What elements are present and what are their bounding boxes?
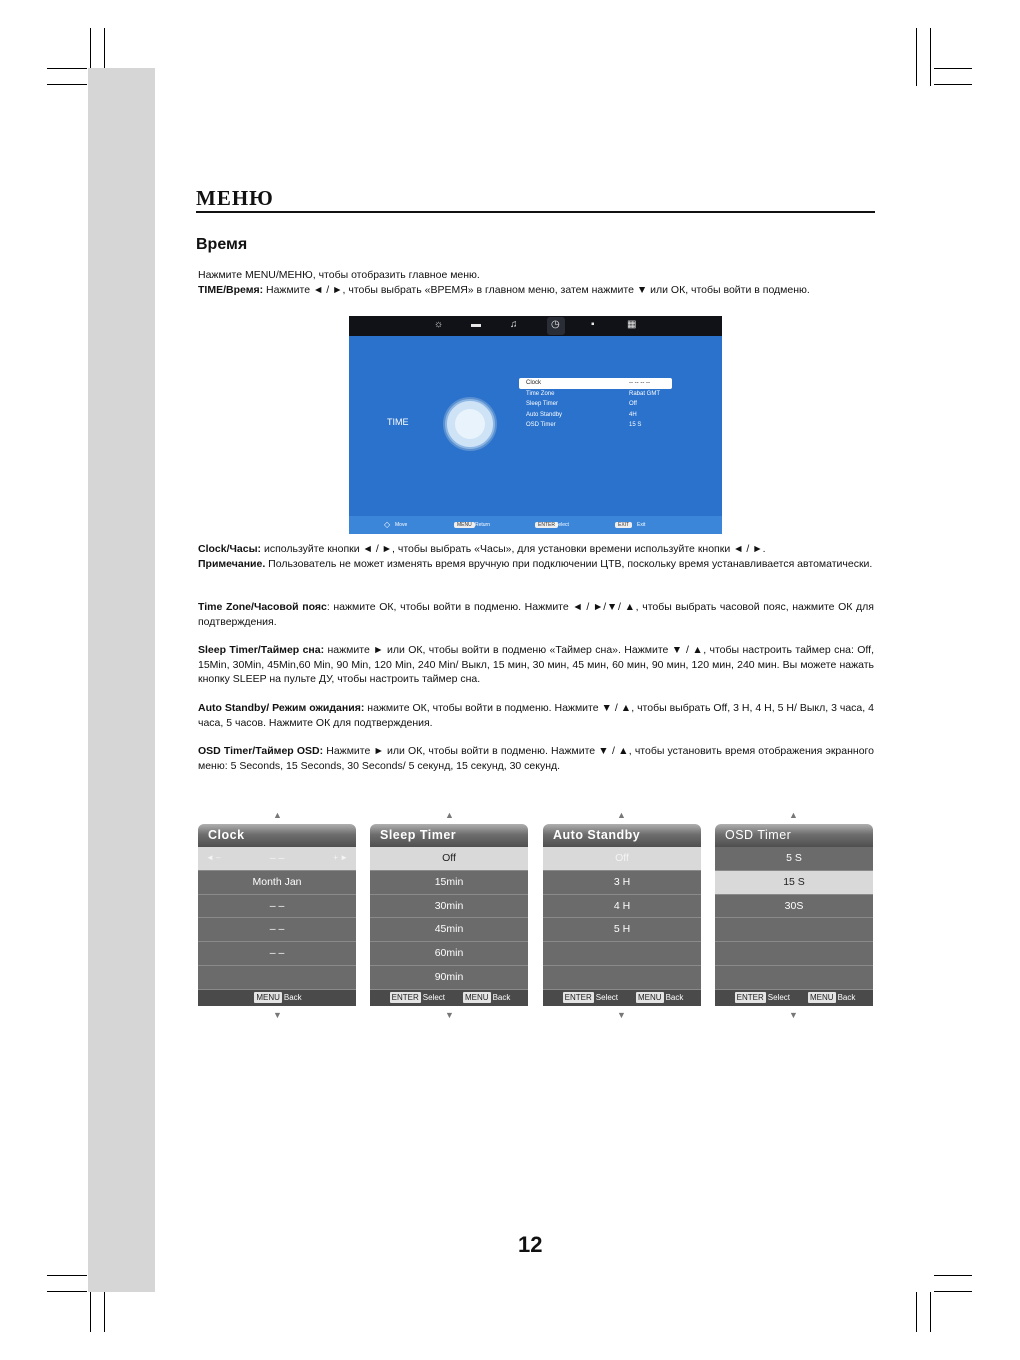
clock-menu-row: – – <box>198 942 356 966</box>
lock-icon: ▪ <box>591 319 595 330</box>
intro-line-1: Нажмите MENU/МЕНЮ, чтобы отобразить главное меню. <box>198 269 480 281</box>
crop-mark <box>934 84 972 85</box>
section-subtitle: Время <box>196 236 248 253</box>
tv-footer-hints: ◇ Move MENU Return ENTER Select EXIT Exit <box>349 516 722 534</box>
auto-standby-menu-footer: ENTER Select MENU Back <box>543 990 701 1006</box>
down-arrow-icon: ▼ <box>273 1010 282 1020</box>
auto-standby-menu-title: Auto Standby <box>543 824 701 847</box>
crop-mark <box>934 68 972 69</box>
move-icon: ◇ <box>384 520 391 529</box>
down-arrow-icon: ▼ <box>617 1010 626 1020</box>
sleep-timer-paragraph: Sleep Timer/Таймер сна: нажмите ► или ОК, чтобы войти в подменю «Таймер сна». Нажмите ▼ / ▲, чтобы настроить таймер сна: Off, 15Min, 30Min, 45Min,60 Min, 90 Min, 120 Min, 240 Min/ Выкл, 15 мин, 30 мин, 45 мин, 60 мин, 90 мин, 120 мин, 240 мин. Вы можете нажать кнопку SLEEP на пульте ДУ, чтобы настроить таймер сна. <box>198 644 874 685</box>
title-divider <box>196 211 875 213</box>
tv-item-auto-standby: Auto Standby 4H <box>526 411 637 418</box>
grid-icon: ▦ <box>627 319 637 330</box>
down-arrow-icon: ▼ <box>789 1010 798 1020</box>
crop-mark <box>916 28 917 86</box>
clock-menu-footer: MENU Back <box>198 990 356 1006</box>
crop-mark <box>104 1292 105 1332</box>
osd-timer-option: 15 S <box>715 871 873 895</box>
sleep-timer-option: 90min <box>370 966 528 990</box>
crop-mark <box>934 1291 972 1292</box>
picture-icon: ☼ <box>434 319 444 330</box>
auto-standby-option: 3 H <box>543 871 701 895</box>
sleep-timer-option: 45min <box>370 918 528 942</box>
sleep-timer-menu <box>370 824 528 1006</box>
up-arrow-icon: ▲ <box>445 810 454 820</box>
auto-standby-paragraph: Auto Standby/ Режим ожидания: нажмите ОК, чтобы войти в подменю. Нажмите ▼ / ▲, чтобы выбрать Off, 3 H, 4 H, 5 H/ Выкл, 3 часа, 4 часа, 5 часов. Нажмите ОК для подтверждения. <box>198 702 874 729</box>
crop-mark <box>916 1292 917 1332</box>
osd-timer-option <box>715 942 873 966</box>
crop-mark <box>934 1275 972 1276</box>
osd-timer-menu <box>715 824 873 1006</box>
clock-menu-row: – – <box>198 895 356 919</box>
clock-menu-row: ◄ – – – + ► <box>198 847 356 871</box>
screen-icon: ▬ <box>471 319 481 330</box>
auto-standby-option: 4 H <box>543 895 701 919</box>
down-arrow-icon: ▼ <box>445 1010 454 1020</box>
intro-label: TIME/Время: <box>198 284 264 296</box>
crop-mark <box>47 1291 87 1292</box>
time-zone-paragraph: Time Zone/Часовой пояс: нажмите ОК, чтобы войти в подменю. Нажмите ◄ / ►/▼/ ▲, чтобы выбрать часовой пояс, нажмите ОК для подтверждения. <box>198 601 874 628</box>
clock-menu-title: Clock <box>198 824 356 847</box>
osd-timer-paragraph: OSD Timer/Таймер OSD: Нажмите ► или ОК, чтобы войти в подменю. Нажмите ▼ / ▲, чтобы установить время отображения экранного меню: 5 Seconds, 15 Seconds, 30 Seconds/ 5 секунд, 15 секунд, 30 секунд. <box>198 745 874 772</box>
crop-mark <box>47 1275 87 1276</box>
clock-icon: ◷ <box>551 319 560 330</box>
osd-timer-option <box>715 918 873 942</box>
sleep-timer-option: 15min <box>370 871 528 895</box>
clock-menu <box>198 824 356 1006</box>
sleep-timer-option: 30min <box>370 895 528 919</box>
auto-standby-menu <box>543 824 701 1006</box>
tv-item-osd-timer: OSD Timer 15 S <box>526 422 642 428</box>
clock-menu-row: Month Jan <box>198 871 356 895</box>
sleep-timer-menu-title: Sleep Timer <box>370 824 528 847</box>
osd-timer-option <box>715 966 873 990</box>
clock-menu-row: – – <box>198 918 356 942</box>
increment-icon: + ► <box>333 853 348 862</box>
crop-mark <box>47 68 87 69</box>
tv-time-items <box>519 378 672 431</box>
auto-standby-option <box>543 942 701 966</box>
auto-standby-option: 5 H <box>543 918 701 942</box>
music-icon: ♫ <box>510 319 518 330</box>
sleep-timer-option: Off <box>370 847 528 871</box>
osd-timer-option: 5 S <box>715 847 873 871</box>
page-number: 12 <box>518 1232 543 1257</box>
auto-standby-option: Off <box>543 847 701 871</box>
osd-timer-option: 30S <box>715 895 873 919</box>
osd-timer-menu-title: OSD Timer <box>715 824 873 847</box>
up-arrow-icon: ▲ <box>273 810 282 820</box>
clock-graphic-icon <box>445 399 495 449</box>
up-arrow-icon: ▲ <box>617 810 626 820</box>
tv-time-menu-screenshot <box>349 316 722 534</box>
tv-item-clock: Clock -- -- -- -- <box>519 378 672 389</box>
clock-menu-row <box>198 966 356 990</box>
intro-line-2-text: Нажмите ◄ / ►, чтобы выбрать «ВРЕМЯ» в главном меню, затем нажмите ▼ или ОК, чтобы войти в подменю. <box>263 284 810 296</box>
gray-side-band <box>88 68 155 1292</box>
crop-mark <box>930 1292 931 1332</box>
crop-mark <box>930 28 931 86</box>
crop-mark <box>90 1292 91 1332</box>
auto-standby-option <box>543 966 701 990</box>
crop-mark <box>47 84 87 85</box>
sleep-timer-menu-footer: ENTER Select MENU Back <box>370 990 528 1006</box>
intro-line-2 <box>198 283 874 298</box>
clock-paragraph: Clock/Часы: используйте кнопки ◄ / ►, чтобы выбрать «Часы», для установки времени используйте кнопки ◄ / ►. Примечание. Пользователь не может изменять время вручную при подключении ЦТВ, поскольку время устанавливается автоматически. <box>198 543 873 570</box>
decrement-icon: ◄ – <box>206 853 221 862</box>
page-title: МЕНЮ <box>196 186 274 210</box>
osd-timer-menu-footer: ENTER Select MENU Back <box>715 990 873 1006</box>
tv-top-icon-bar <box>349 316 722 336</box>
intro-text <box>198 268 874 298</box>
tv-item-sleep-timer: Sleep Timer Off <box>526 401 637 407</box>
tv-section-label: TIME <box>387 417 409 427</box>
up-arrow-icon: ▲ <box>789 810 798 820</box>
tv-item-time-zone: Time Zone Rabat GMT <box>526 390 661 397</box>
sleep-timer-option: 60min <box>370 942 528 966</box>
